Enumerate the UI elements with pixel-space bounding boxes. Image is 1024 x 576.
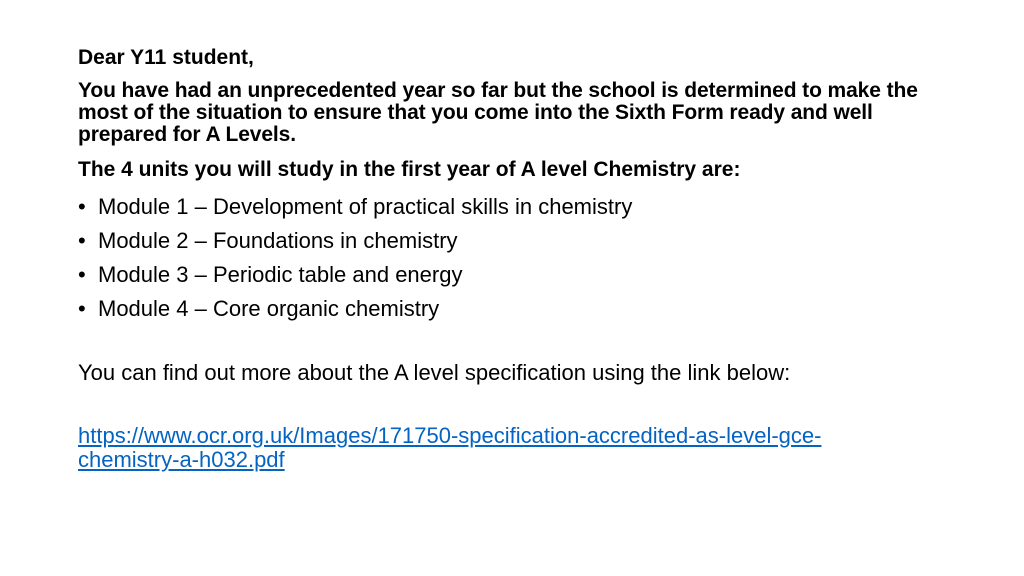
module-item <box>78 224 958 258</box>
module-list <box>78 190 958 326</box>
intro-paragraph: You have had an unprecedented year so far but the school is determined to make the most of the situation to ensure that you come into the Sixth Form ready and well prepared for A Levels. <box>78 79 918 146</box>
bullet-icon: • <box>78 262 86 287</box>
specification-link[interactable]: https://www.ocr.org.uk/Images/171750-specification-accredited-as-level-gce-chemistry-a-h032.pdf <box>78 423 822 472</box>
bullet-icon: • <box>78 228 86 253</box>
module-item <box>78 258 958 292</box>
more-info-text: You can find out more about the A level specification using the link below: <box>78 360 791 385</box>
module-label: Module 1 – Development of practical skills in chemistry <box>98 194 633 219</box>
slide-content <box>78 44 958 472</box>
units-heading: The 4 units you will study in the first year of A level Chemistry are: <box>78 158 741 181</box>
module-item <box>78 292 958 326</box>
bullet-icon: • <box>78 296 86 321</box>
module-label: Module 3 – Periodic table and energy <box>98 262 463 287</box>
module-label: Module 4 – Core organic chemistry <box>98 296 440 321</box>
module-label: Module 2 – Foundations in chemistry <box>98 228 458 253</box>
bullet-icon: • <box>78 194 86 219</box>
module-item <box>78 190 958 224</box>
greeting: Dear Y11 student, <box>78 46 254 69</box>
